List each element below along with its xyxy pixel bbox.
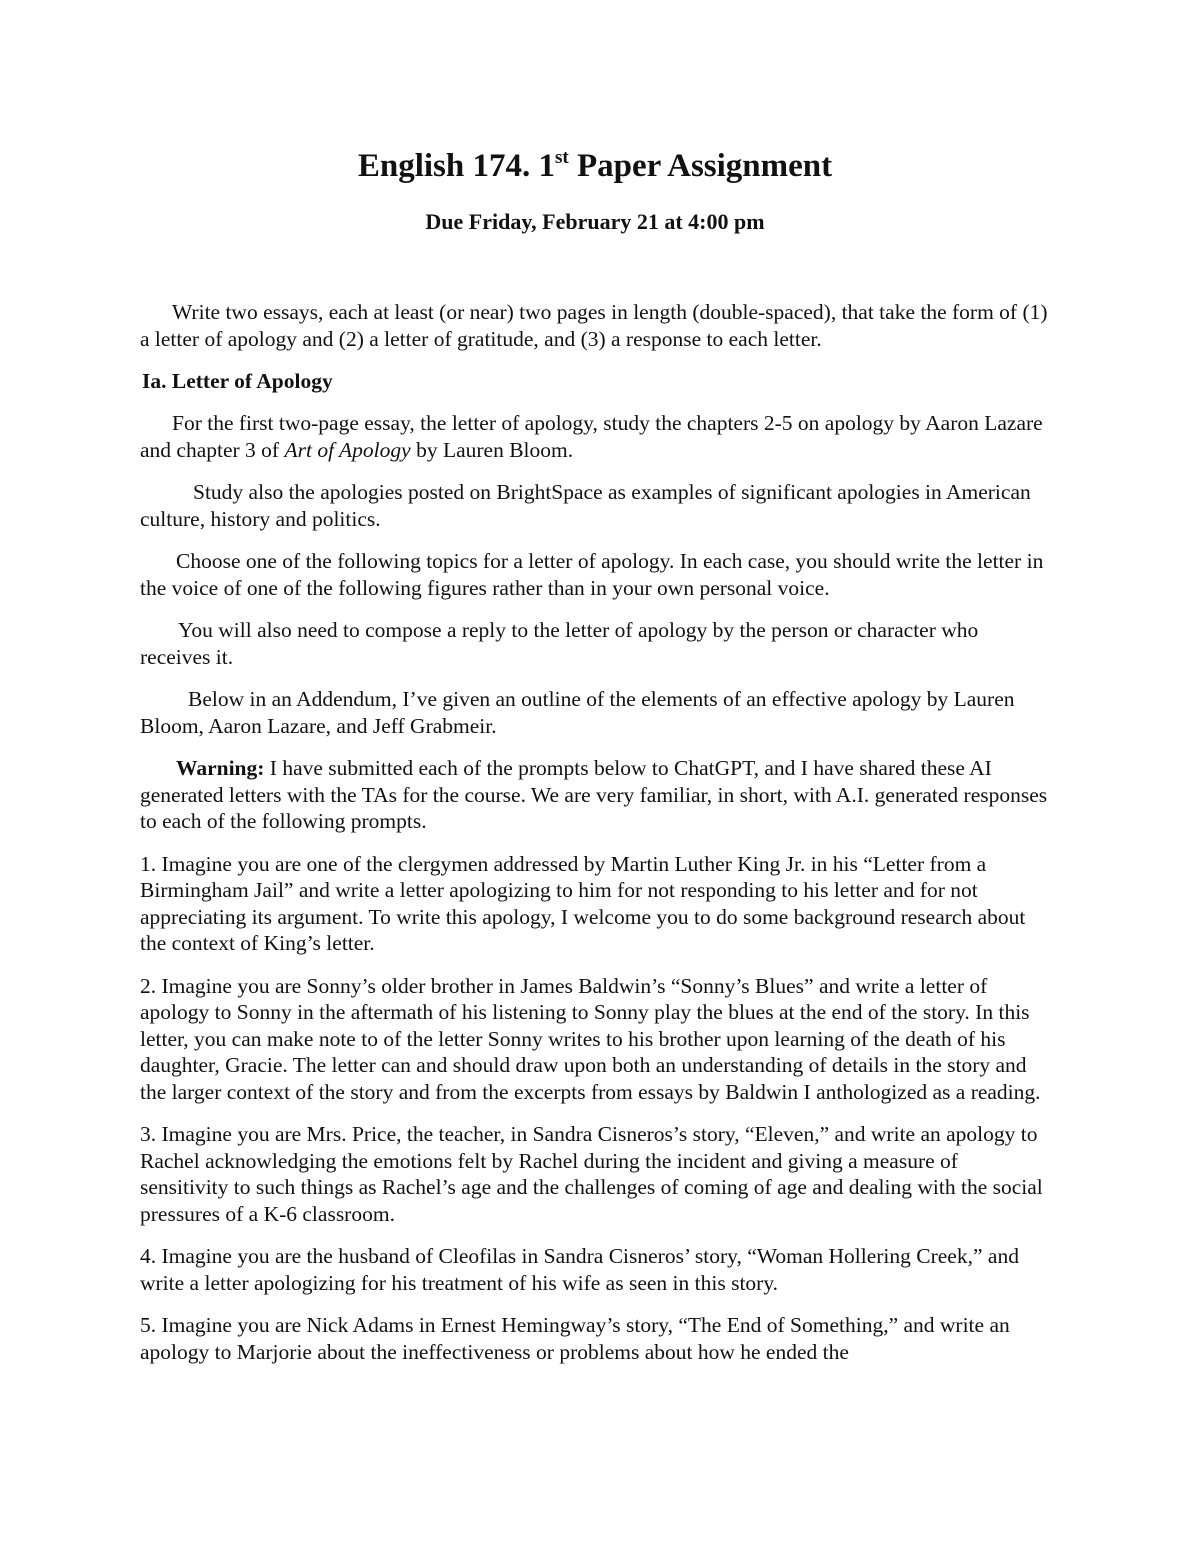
paragraph-addendum: Below in an Addendum, I’ve given an outline of the elements of an effective apology by Lauren Bloom, Aaron Lazare, and Jeff Grabmeir. — [140, 687, 1015, 738]
section-heading: Ia. Letter of Apology — [142, 369, 333, 393]
title-superscript: st — [555, 147, 569, 168]
due-date: Due Friday, February 21 at 4:00 pm — [425, 209, 765, 234]
paragraph-reply: You will also need to compose a reply to the letter of apology by the person or character who receives it. — [140, 618, 979, 669]
prompt-item: 2. Imagine you are Sonny’s older brother in James Baldwin’s “Sonny’s Blues” and write a letter of apology to Sonny in the aftermath of his listening to Sonny play the blues at the end of the story. In this letter, you can make note to of the letter Sonny writes to his brother upon learning of the death of his daughter, Gracie. The letter can and should draw upon both an understanding of details in the story and the larger context of the story and from the excerpts from essays by Baldwin I anthologized as a reading. — [140, 973, 1041, 1104]
prompt-item: 1. Imagine you are one of the clergymen addressed by Martin Luther King Jr. in his “Letter from a Birmingham Jail” and write a letter apologizing to him for not responding to his letter and for not appreciating its argument. To write this apology, I welcome you to do some background research about the context of King’s letter. — [140, 851, 1026, 955]
paragraph-choose-topic: Choose one of the following topics for a letter of apology. In each case, you should write the letter in the voice of one of the following figures rather than in your own personal voice. — [140, 549, 1044, 600]
book-title: Art of Apology — [284, 437, 411, 462]
title-rest: Paper Assignment — [568, 148, 833, 184]
prompt-item: 5. Imagine you are Nick Adams in Ernest Hemingway’s story, “The End of Something,” and write an apology to Marjorie about the ineffectiveness or problems about how he ended the — [140, 1313, 1010, 1364]
paragraph-text: For the first two-page essay, the letter of apology, study the chapters 2-5 on apology by Aaron Lazare and chapter 3 of — [140, 411, 1043, 462]
prompt-item: 4. Imagine you are the husband of Cleofilas in Sandra Cisneros’ story, “Woman Hollering Creek,” and write a letter apologizing for his treatment of his wife as seen in this story. — [140, 1244, 1019, 1295]
paragraph-study-apologies: Study also the apologies posted on BrightSpace as examples of significant apologies in American culture, history and politics. — [140, 480, 1031, 531]
paragraph-warning — [140, 755, 1050, 835]
page-title — [140, 146, 1050, 186]
paragraph-study-chapters — [140, 410, 1050, 463]
paragraph-text: by Lauren Bloom. — [410, 437, 574, 462]
warning-label: Warning: — [176, 756, 265, 780]
title-main: English 174. 1 — [357, 148, 555, 184]
prompt-item: 3. Imagine you are Mrs. Price, the teacher, in Sandra Cisneros’s story, “Eleven,” and write an apology to Rachel acknowledging the emotions felt by Rachel during the incident and giving a measure of sensitivity to such things as Rachel’s age and the challenges of coming of age and dealing with the social pressures of a K-6 classroom. — [140, 1122, 1043, 1226]
warning-text: I have submitted each of the prompts below to ChatGPT, and I have shared these AI generated letters with the TAs for the course. We are very familiar, in short, with A.I. generated responses to each of the following prompts. — [140, 756, 1048, 833]
intro-paragraph: Write two essays, each at least (or near) two pages in length (double-spaced), that take the form of (1) a letter of apology and (2) a letter of gratitude, and (3) a response to each letter. — [140, 300, 1048, 351]
